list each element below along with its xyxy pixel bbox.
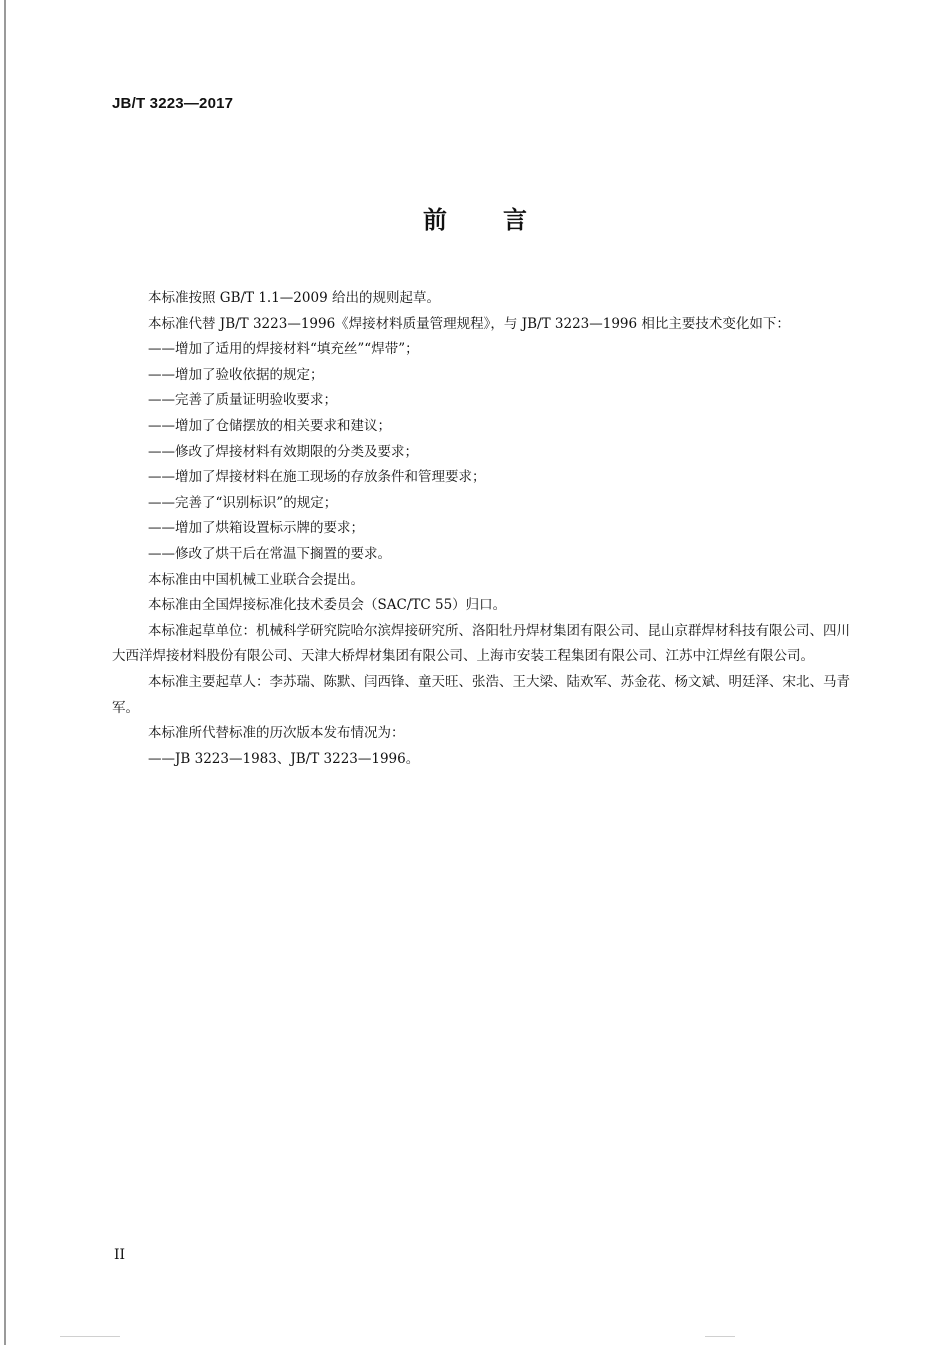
page-title: 前言: [423, 205, 583, 234]
paragraph: 本标准代替 JB/T 3223—1996《焊接材料质量管理规程》，与 JB/T 3223—1996 相比主要技术变化如下：: [148, 315, 790, 332]
list-item: ——JB 3223—1983、JB/T 3223—1996。: [148, 750, 420, 767]
list-item: ——增加了焊接材料在施工现场的存放条件和管理要求；: [148, 469, 486, 486]
list-item: ——修改了烘干后在常温下搁置的要求。: [148, 545, 391, 562]
list-item: ——完善了质量证明验收要求；: [148, 392, 337, 409]
list-item: ——完善了“识别标识”的规定；: [148, 494, 338, 511]
footer-scan-mark: [705, 1336, 735, 1337]
paragraph: 本标准由中国机械工业联合会提出。: [148, 571, 364, 588]
list-item: ——增加了适用的焊接材料“填充丝”“焊带”；: [148, 341, 419, 358]
list-item: ——修改了焊接材料有效期限的分类及要求；: [148, 443, 418, 460]
list-item: ——增加了验收依据的规定；: [148, 366, 324, 383]
paragraph: 本标准所代替标准的历次版本发布情况为：: [148, 725, 405, 742]
paragraph: 本标准由全国焊接标准化技术委员会（SAC/TC 55）归口。: [148, 597, 507, 614]
footer-scan-mark: [60, 1336, 120, 1337]
paragraph: 本标准起草单位：机械科学研究院哈尔滨焊接研究所、洛阳牡丹焊材集团有限公司、昆山京群焊材科技有限公司、四川大西洋焊接材料股份有限公司、天津大桥焊材集团有限公司、上海市安装工程集团有限公司、江苏中江焊丝有限公司。: [112, 622, 850, 665]
foreword-body: [112, 286, 860, 772]
standard-number: JB/T 3223—2017: [112, 95, 234, 112]
page-number: II: [114, 1247, 126, 1263]
list-item: ——增加了仓储摆放的相关要求和建议；: [148, 417, 391, 434]
paragraph: 本标准按照 GB/T 1.1—2009 给出的规则起草。: [148, 290, 440, 306]
list-item: ——增加了烘箱设置标示牌的要求；: [148, 520, 364, 537]
paragraph: 本标准主要起草人：李苏瑞、陈默、闫西锋、童天旺、张浩、王大梁、陆欢军、苏金花、杨文斌、明廷泽、宋北、马青军。: [112, 673, 850, 716]
